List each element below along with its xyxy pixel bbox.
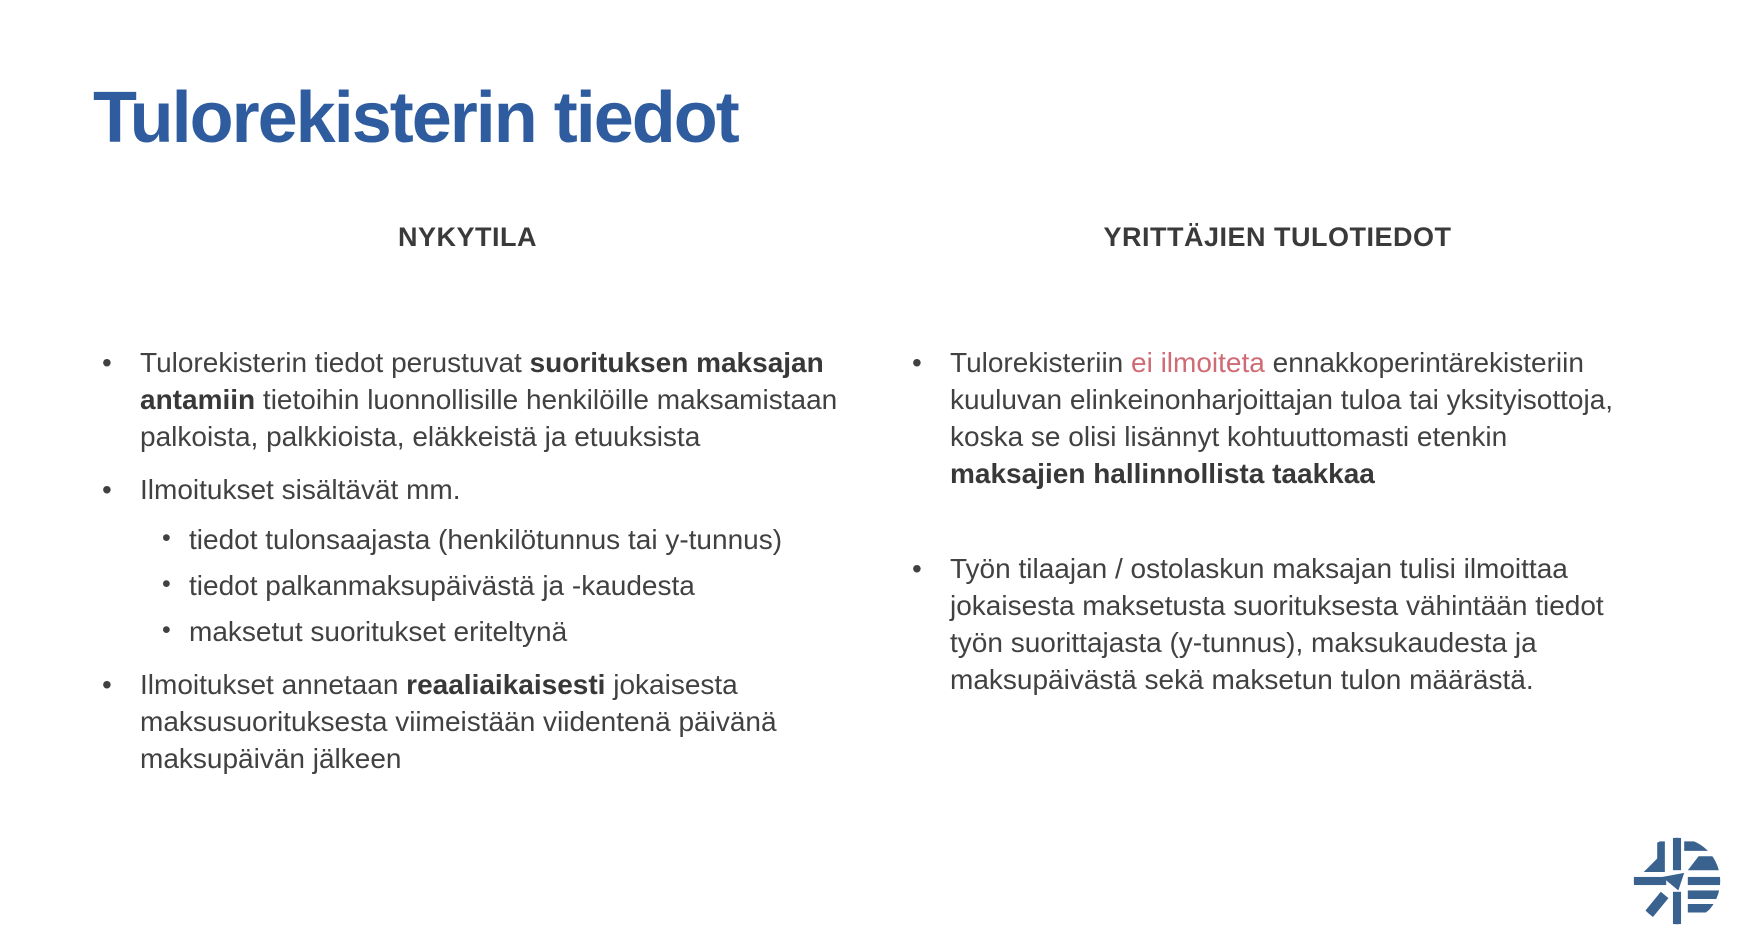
sub-bullet-text: tiedot palkanmaksupäivästä ja -kaudesta bbox=[189, 570, 695, 601]
bullet-item bbox=[95, 344, 840, 455]
logo-east-bar bbox=[1688, 877, 1722, 885]
bullet-list-right bbox=[905, 344, 1650, 698]
bullet-text: jokaisesta maksusuorituksesta viimeistään viidentenä päivänä maksupäivän jälkeen bbox=[140, 669, 777, 774]
bullet-list-left bbox=[95, 344, 840, 777]
logo-north-bar bbox=[1673, 836, 1681, 870]
bullet-text: Ilmoitukset annetaan bbox=[140, 669, 407, 700]
sub-bullet-text: maksetut suoritukset eriteltynä bbox=[189, 616, 568, 647]
incomes-register-logo bbox=[1632, 836, 1722, 926]
bullet-item bbox=[95, 666, 840, 777]
bullet-text: tietoihin luonnollisille henkilöille maksamistaan palkoista, palkkioista, eläkkeistä ja etuuksista bbox=[140, 384, 838, 452]
bullet-text: Ilmoitukset sisältävät mm. bbox=[140, 474, 461, 505]
column-nykytila bbox=[95, 222, 840, 793]
bullet-text-bold: suorituksen maksajan antamiin bbox=[140, 347, 824, 415]
bullet-item bbox=[95, 471, 840, 650]
logo-icon bbox=[1632, 836, 1722, 926]
logo-ne-cap bbox=[1684, 841, 1715, 850]
sub-bullet-text: tiedot tulonsaajasta (henkilötunnus tai y-tunnus) bbox=[189, 524, 783, 555]
slide-title: Tulorekisterin tiedot bbox=[93, 78, 738, 158]
bullet-item bbox=[905, 550, 1650, 698]
logo-west-bar bbox=[1632, 877, 1666, 885]
column-header-nykytila: NYKYTILA bbox=[398, 222, 537, 252]
logo-south-bar bbox=[1673, 892, 1681, 926]
logo-se-stripe-1 bbox=[1688, 890, 1722, 899]
logo-ne-step bbox=[1688, 856, 1720, 870]
column-yrittajien-tulotiedot bbox=[905, 222, 1650, 714]
sub-bullet-list bbox=[140, 521, 840, 650]
sub-bullet-item bbox=[162, 521, 840, 558]
bullet-text: Tulorekisterin tiedot perustuvat bbox=[140, 347, 530, 378]
bullet-text-bold: maksajien hallinnollista taakkaa bbox=[950, 458, 1375, 489]
bullet-text: ennakkoperintärekisteriin kuuluvan elinkeinonharjoittajan tuloa tai yksityisottoja, koska se olisi lisännyt kohtuuttomasti etenkin bbox=[950, 347, 1614, 452]
bullet-text-highlight-red: ei ilmoiteta bbox=[1131, 347, 1265, 378]
logo-center-arrow-shaft bbox=[1645, 892, 1669, 918]
bullet-text: Työn tilaajan / ostolaskun maksajan tulisi ilmoittaa jokaisesta maksetusta suorituksesta vähintään tiedot työn suorittajasta (y-tunnus), maksukaudesta ja maksupäivästä sekä maksetun tulon määrästä. bbox=[950, 553, 1604, 695]
bullet-text: Tulorekisteriin bbox=[950, 347, 1132, 378]
logo-nw-arrow bbox=[1644, 841, 1665, 872]
bullet-text-bold: reaaliaikaisesti bbox=[406, 669, 606, 700]
logo-se-stripe-2 bbox=[1688, 904, 1717, 913]
sub-bullet-item bbox=[162, 613, 840, 650]
sub-bullet-item bbox=[162, 567, 840, 604]
bullet-item bbox=[905, 344, 1650, 492]
column-header-yrittajien-tulotiedot: YRITTÄJIEN TULOTIEDOT bbox=[1103, 222, 1452, 252]
